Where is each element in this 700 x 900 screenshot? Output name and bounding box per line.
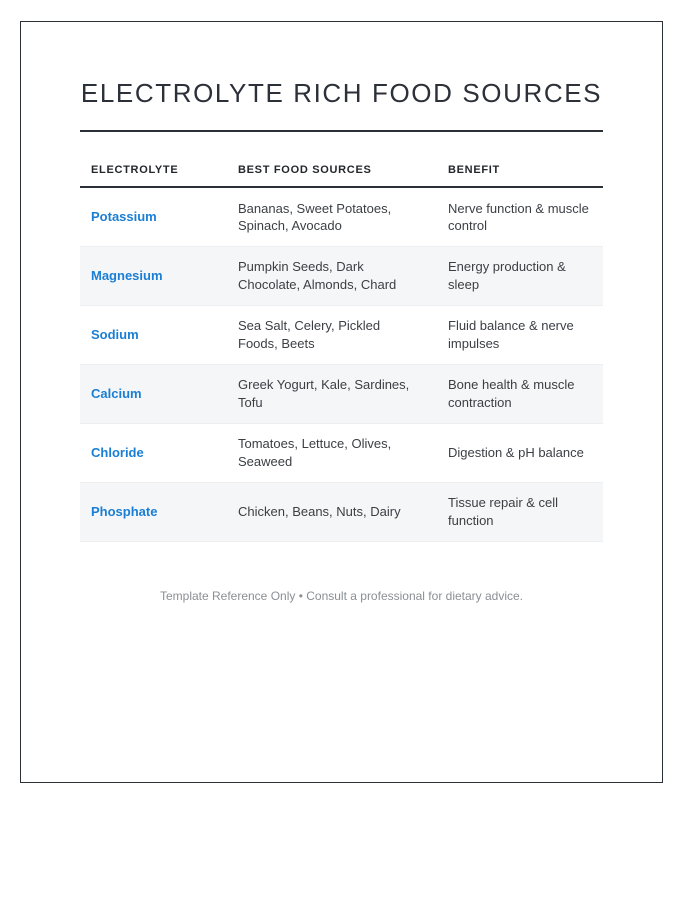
cell-electrolyte: Chloride [91,444,144,460]
table-header-row [80,164,603,187]
cell-sources: Bananas, Sweet Potatoes, Spinach, Avocado [238,200,392,233]
cell-benefit: Bone health & muscle contraction [437,364,603,423]
page-title: ELECTROLYTE RICH FOOD SOURCES [80,78,603,108]
cell-sources: Pumpkin Seeds, Dark Chocolate, Almonds, Chard [227,246,437,305]
column-header-electrolyte: ELECTROLYTE [80,164,227,187]
table-header [80,164,603,187]
page-content [80,22,603,603]
table-row [80,482,603,541]
cell-electrolyte: Sodium [91,326,139,342]
cell-electrolyte: Magnesium [80,246,227,305]
title-divider [80,130,603,132]
page-frame [20,21,663,783]
electrolyte-table-wrapper [80,164,603,542]
cell-sources: Chicken, Beans, Nuts, Dairy [227,482,437,541]
footer-disclaimer: Template Reference Only • Consult a professional for dietary advice. [159,588,524,603]
cell-benefit: Energy production & sleep [437,246,603,305]
cell-benefit: Nerve function & muscle control [448,200,589,233]
table-row [80,305,603,364]
cell-electrolyte: Potassium [91,209,157,225]
table-row [80,187,603,246]
cell-benefit: Digestion & pH balance [448,444,584,460]
cell-sources: Tomatoes, Lettuce, Olives, Seaweed [238,436,392,469]
cell-benefit: Fluid balance & nerve impulses [448,318,574,351]
cell-electrolyte: Calcium [80,364,227,423]
cell-sources: Sea Salt, Celery, Pickled Foods, Beets [238,318,381,351]
cell-sources: Greek Yogurt, Kale, Sardines, Tofu [227,364,437,423]
column-header-benefit: BENEFIT [437,164,603,187]
electrolyte-table [80,164,603,542]
table-row [80,246,603,305]
cell-electrolyte: Phosphate [80,482,227,541]
table-body [80,187,603,541]
table-row [80,364,603,423]
cell-benefit: Tissue repair & cell function [437,482,603,541]
table-row [80,423,603,482]
column-header-sources: BEST FOOD SOURCES [227,164,437,187]
